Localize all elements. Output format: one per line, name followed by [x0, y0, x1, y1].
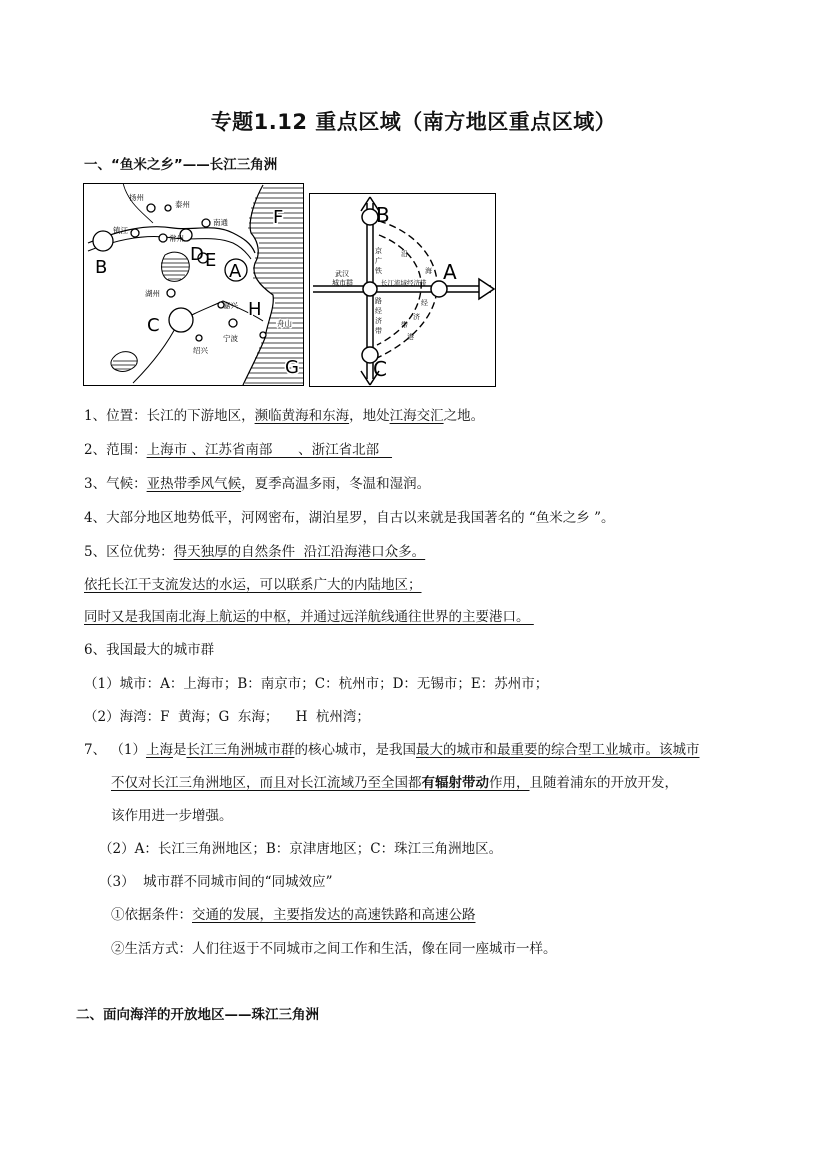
map2-coast-label: 带: [401, 321, 408, 329]
map1-letter: C: [147, 315, 160, 336]
line-7b: （2）A：长江三角洲地区；B：京津唐地区；C：珠江三角洲地区。: [99, 841, 503, 857]
map2-coast-label: 海: [425, 267, 432, 275]
text: 1、位置：长江的下游地区，: [84, 408, 255, 424]
map1-letter: H: [248, 299, 262, 320]
underlined-text: 依托长江干支流发达的水运，可以联系广大的内陆地区；: [84, 577, 422, 593]
map2-coast-label: 济: [413, 313, 420, 321]
line-7a: [84, 738, 699, 758]
map2-rail-label: 经: [375, 307, 382, 315]
text: 7、 （1）: [84, 742, 146, 758]
map1-letter: B: [95, 257, 108, 278]
underlined-text: 江海交汇: [389, 408, 444, 424]
line-7a2: [111, 771, 678, 791]
underlined-text: 上海市 、江苏省南部 、浙江省北部: [146, 442, 393, 458]
map2-letter: C: [373, 357, 387, 381]
underlined-text: 不仅对长江三角洲地区，而且对长江流域乃至全国都: [111, 775, 422, 791]
line-7c: （3） 城市群不同城市间的“同城效应”: [99, 874, 333, 890]
text: 5、区位优势：: [84, 544, 174, 560]
text: 之地。: [443, 408, 485, 424]
section-heading-1: 一、“鱼米之乡”——长江三角洲: [84, 157, 278, 173]
underlined-text: 交通的发展，主要指发达的高速铁路和高速公路: [192, 907, 476, 923]
map1-city: 湖州: [145, 289, 160, 298]
line-4: 4、大部分地区地势低平，河网密布，湖泊星罗，自古以来就是我国著名的 “鱼米之乡 ”。: [84, 510, 615, 526]
map1-city: 绍兴: [193, 346, 208, 355]
underlined-text: 长江三角洲城市群: [186, 742, 295, 758]
map1-letter: E: [205, 250, 217, 271]
map1-city: 舟山: [277, 319, 292, 328]
line-1: [84, 404, 484, 424]
economic-belt-diagram: [309, 193, 496, 387]
map1-city: 镇江: [113, 226, 128, 235]
map1-letter: G: [285, 357, 299, 378]
line-6b: （2）海湾：F 黄海；G 东海； H 杭州湾；: [84, 709, 370, 725]
map1-city: 南通: [213, 218, 228, 227]
map1-letter: F: [273, 207, 284, 228]
underlined-text: 濒临黄海和东海: [254, 408, 350, 424]
underlined-text: 得天独厚的自然条件 沿江沿海港口众多。: [173, 544, 426, 560]
map2-rail-label: 带: [375, 327, 382, 335]
map1-city: 泰州: [175, 200, 190, 209]
map2-coast-label: 沿: [401, 250, 408, 258]
text: 2、范围：: [84, 442, 147, 458]
map1-letter: D: [190, 244, 204, 265]
underlined-text: 最大的城市和最重要的综合型工业城市。该城市: [415, 742, 700, 758]
map2-coast-label: 经: [421, 299, 428, 307]
line-7c1: [111, 903, 476, 923]
line-7c2: ②生活方式：人们往返于不同城市之间工作和生活，像在同一座城市一样。: [111, 941, 557, 957]
map2-river-label: 长江流域经济带: [381, 279, 427, 287]
line-6: 6、我国最大的城市群: [84, 642, 215, 658]
text: 是: [172, 742, 187, 758]
map1-city: 嘉兴: [223, 301, 238, 310]
text: 3、气候：: [84, 476, 147, 492]
map2-letter: A: [443, 260, 457, 284]
map1-city: 常州: [169, 234, 184, 243]
section-heading-2: 二、面向海洋的开放地区——珠江三角洲: [76, 1007, 319, 1023]
map2-rail-label: 广: [375, 257, 382, 265]
text: 且随着浦东的开放开发，: [529, 775, 678, 791]
yangtze-delta-map: [83, 183, 304, 386]
map2-node-label: 城市群: [332, 279, 353, 287]
map2-rail-label: 济: [375, 317, 382, 325]
text: 的核心城市，是我国: [294, 742, 416, 758]
map1-city: 宁波: [223, 334, 238, 343]
line-3: [84, 472, 430, 492]
bold-underlined-text: 有辐射带动: [421, 775, 489, 791]
line-2: [84, 438, 392, 458]
line-5: [84, 540, 425, 560]
map2-rail-label: 铁: [375, 267, 382, 275]
line-7a3: 该作用进一步增强。: [111, 808, 233, 824]
map2-rail-label: 路: [375, 297, 382, 305]
underlined-text: 上海: [145, 742, 173, 758]
underlined-text: 亚热带季风气候: [146, 476, 242, 492]
map2-node-label: 武汉: [335, 270, 349, 278]
line-5b: [84, 573, 422, 593]
text: ①依据条件：: [111, 907, 192, 923]
map1-city: 扬州: [129, 193, 144, 202]
line-5c: [84, 605, 534, 625]
underlined-text: 作用，: [489, 775, 530, 791]
underlined-text: 同时又是我国南北海上航运的中枢，并通过远洋航线通往世界的主要港口。: [84, 609, 534, 625]
map2-coast-label: 港: [407, 333, 414, 341]
line-6a: （1）城市：A：上海市；B：南京市；C：杭州市；D：无锡市；E：苏州市；: [84, 676, 549, 692]
page-title: 专题1.12 重点区域（南方地区重点区域）: [210, 110, 617, 134]
map1-letter: A: [229, 261, 242, 282]
text: ，地处: [349, 408, 390, 424]
map2-rail-label: 京: [375, 247, 382, 255]
text: ，夏季高温多雨，冬温和湿润。: [241, 476, 431, 492]
map2-letter: B: [376, 203, 390, 227]
